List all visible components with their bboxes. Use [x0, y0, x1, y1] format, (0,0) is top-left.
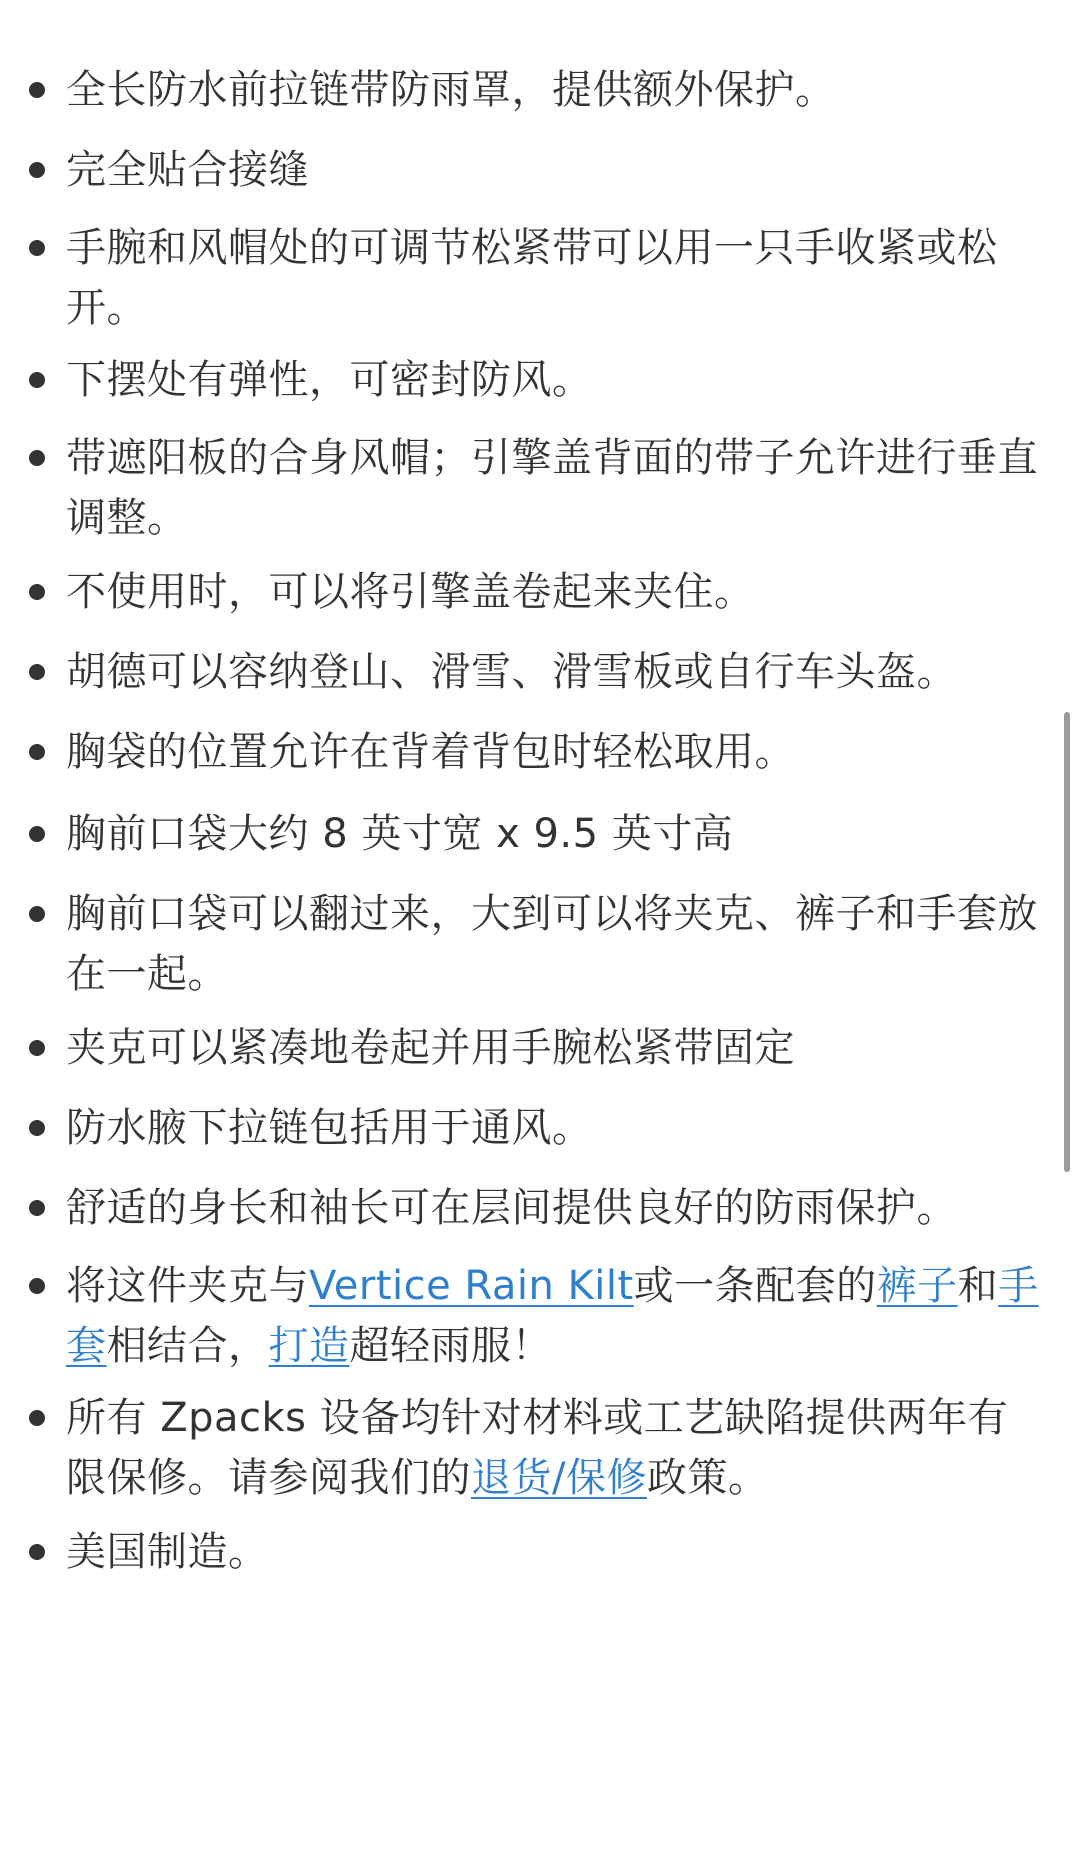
- feature-text-segment: 超轻雨服！: [349, 1323, 552, 1369]
- bullet-icon: [29, 744, 45, 760]
- feature-text: [66, 1388, 1041, 1508]
- bullet-icon: [29, 906, 45, 922]
- feature-text-segment: 下摆处有弹性，可密封防风。: [66, 357, 593, 403]
- feature-text-segment: 胸前口袋大约 8 英寸宽 x 9.5 英寸高: [66, 811, 734, 857]
- feature-text-segment: 带遮阳板的合身风帽；引擎盖背面的带子允许进行垂直调整。: [66, 435, 1038, 541]
- feature-text: [66, 218, 1041, 338]
- feature-text-segment: 胸前口袋可以翻过来，大到可以将夹克、裤子和手套放在一起。: [66, 891, 1038, 997]
- bullet-icon: [29, 584, 45, 600]
- feature-text: [66, 884, 1041, 1004]
- feature-text-segment: 相结合，: [106, 1323, 269, 1369]
- feature-link[interactable]: 裤子: [876, 1263, 958, 1309]
- bullet-icon: [29, 1544, 45, 1560]
- feature-link[interactable]: Vertice Rain Kilt: [309, 1263, 634, 1309]
- feature-text: [66, 140, 1041, 200]
- feature-text-segment: 胸袋的位置允许在背着背包时轻松取用。: [66, 729, 795, 775]
- feature-text: [66, 1098, 1041, 1158]
- bullet-icon: [29, 1040, 45, 1056]
- feature-text: [66, 1256, 1041, 1376]
- feature-text-segment: 防水腋下拉链包括用于通风。: [66, 1105, 593, 1151]
- bullet-icon: [29, 82, 45, 98]
- feature-text-segment: 完全贴合接缝: [66, 147, 309, 193]
- feature-text-segment: 手腕和风帽处的可调节松紧带可以用一只手收紧或松开。: [66, 225, 998, 331]
- feature-text-segment: 和: [957, 1263, 999, 1309]
- scrollbar[interactable]: [1064, 712, 1070, 1172]
- feature-text: [66, 60, 1041, 120]
- bullet-icon: [29, 1278, 45, 1294]
- bullet-icon: [29, 1120, 45, 1136]
- feature-text-segment: 全长防水前拉链带防雨罩，提供额外保护。: [66, 67, 836, 113]
- bullet-icon: [29, 826, 45, 842]
- feature-text: [66, 428, 1041, 548]
- feature-text: [66, 722, 1041, 782]
- feature-link[interactable]: 退货/保修: [471, 1455, 647, 1501]
- feature-link[interactable]: 打造: [268, 1323, 350, 1369]
- feature-text: [66, 1522, 1041, 1582]
- feature-text-segment: 将这件夹克与: [66, 1263, 309, 1309]
- feature-text-segment: 舒适的身长和袖长可在层间提供良好的防雨保护。: [66, 1185, 957, 1231]
- feature-text-segment: 美国制造。: [66, 1529, 269, 1575]
- bullet-icon: [29, 664, 45, 680]
- bullet-icon: [29, 240, 45, 256]
- bullet-icon: [29, 1410, 45, 1426]
- feature-text: [66, 1178, 1041, 1238]
- bullet-icon: [29, 372, 45, 388]
- feature-text-segment: 所有 Zpacks 设备均针对材料或工艺缺陷提供两年有限保修。请参阅我们的: [66, 1395, 1009, 1501]
- feature-text: [66, 642, 1041, 702]
- feature-text-segment: 或一条配套的: [633, 1263, 877, 1309]
- feature-text-segment: 政策。: [646, 1455, 769, 1501]
- bullet-icon: [29, 162, 45, 178]
- bullet-icon: [29, 1200, 45, 1216]
- feature-text-segment: 胡德可以容纳登山、滑雪、滑雪板或自行车头盔。: [66, 649, 957, 695]
- feature-text-segment: 不使用时，可以将引擎盖卷起来夹住。: [66, 569, 755, 615]
- feature-text-segment: 夹克可以紧凑地卷起并用手腕松紧带固定: [66, 1025, 795, 1071]
- feature-text: [66, 350, 1041, 410]
- feature-text: [66, 1018, 1041, 1078]
- bullet-icon: [29, 450, 45, 466]
- feature-link[interactable]: 手套: [66, 1263, 1039, 1369]
- feature-text: [66, 804, 1041, 864]
- feature-text: [66, 562, 1041, 622]
